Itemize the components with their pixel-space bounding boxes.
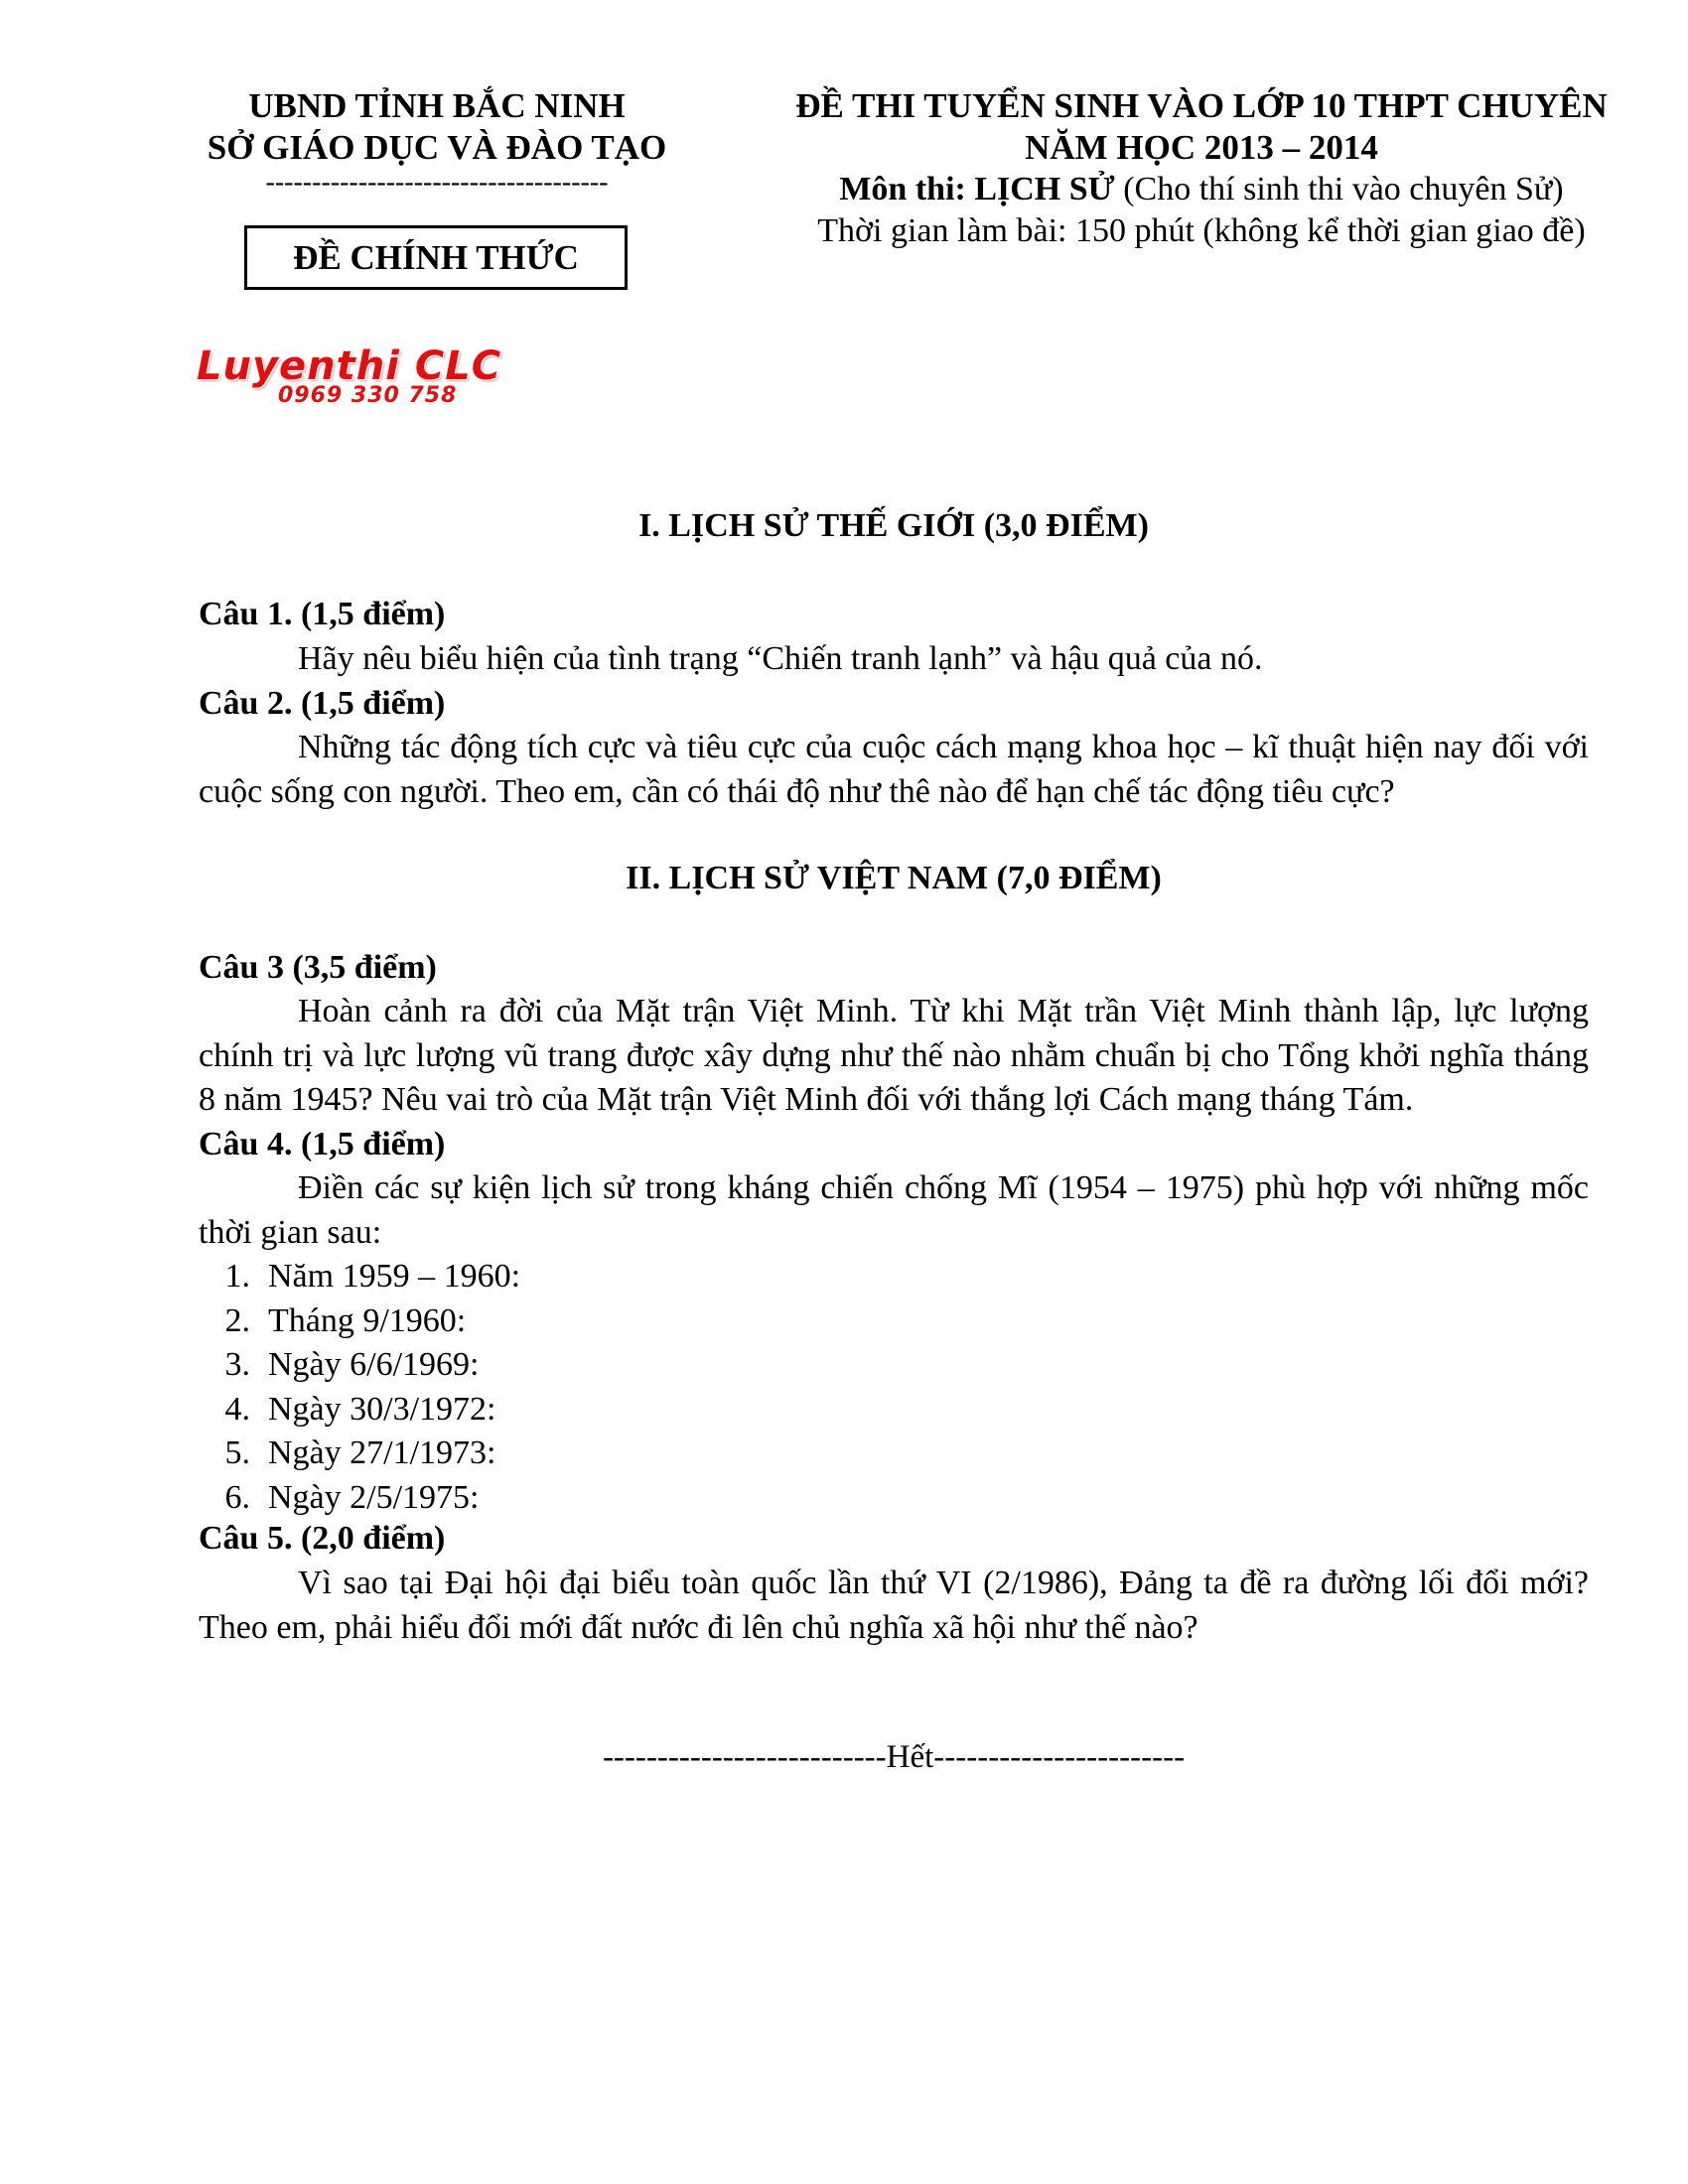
subject-note: (Cho thí sinh thi vào chuyên Sử): [1114, 171, 1564, 207]
brand-logo: [197, 343, 514, 417]
list-item: 3. Ngày 6/6/1969:: [224, 1346, 480, 1383]
logo-name: Luyenthi CLC: [197, 343, 502, 389]
logo-phone: 0969 330 758: [278, 383, 458, 408]
question-5-text: Vì sao tại Đại hội đại biểu toàn quốc lần thứ VI (2/1986), Đảng ta đề ra đường lối đổi mới? Theo em, phải hiểu đổi mới đất nước đi lên chủ nghĩa xã hội như thế nào?: [199, 1565, 1589, 1646]
official-label: ĐỀ CHÍNH THỨC: [293, 237, 579, 277]
exam-title: ĐỀ THI TUYỂN SINH VÀO LỚP 10 THPT CHUYÊN: [795, 86, 1608, 125]
question-3-title: Câu 3 (3,5 điểm): [199, 949, 437, 986]
end-of-exam-mark: --------------------------Hết-----------------------: [602, 1739, 1186, 1775]
list-item: 5. Ngày 27/1/1973:: [224, 1434, 496, 1471]
list-item: 2. Tháng 9/1960:: [224, 1301, 467, 1339]
list-item: 1. Năm 1959 – 1960:: [224, 1258, 521, 1295]
question-2-text: Những tác động tích cực và tiêu cực của cuộc cách mạng khoa học – kĩ thuật hiện nay đối với cuộc sống con người. Theo em, cần có thái độ như thê nào để hạn chế tác động tiêu cực?: [199, 729, 1589, 810]
list-item: 4. Ngày 30/3/1972:: [224, 1390, 496, 1428]
section-world-history-title: I. LỊCH SỬ THẾ GIỚI (3,0 ĐIỂM): [638, 507, 1149, 544]
section-vietnam-history-title: II. LỊCH SỬ VIỆT NAM (7,0 ĐIỂM): [626, 860, 1162, 896]
header-right: [745, 85, 1658, 252]
exam-duration: Thời gian làm bài: 150 phút (không kể thời gian giao đề): [817, 212, 1586, 249]
authority-name: UBND TỈNH BẮC NINH: [248, 86, 626, 125]
question-5-title: Câu 5. (2,0 điểm): [199, 1520, 446, 1557]
list-item: 6. Ngày 2/5/1975:: [224, 1478, 480, 1516]
question-1-title: Câu 1. (1,5 điểm): [199, 596, 446, 632]
header-left: [169, 85, 705, 199]
question-3-text: Hoàn cảnh ra đời của Mặt trận Việt Minh. Từ khi Mặt trần Việt Minh thành lập, lực lượng chính trị và lực lượng vũ trang được xây dựng như thế nào nhằm chuẩn bị cho Tổng khởi nghĩa tháng 8 năm 1945? Nêu vai trò của Mặt trận Việt Minh đối với thắng lợi Cách mạng tháng Tám.: [199, 993, 1589, 1118]
subject-line: [745, 169, 1658, 210]
question-4-title: Câu 4. (1,5 điểm): [199, 1126, 446, 1162]
school-year: NĂM HỌC 2013 – 2014: [1025, 128, 1378, 167]
department-name: SỞ GIÁO DỤC VÀ ĐÀO TẠO: [207, 128, 667, 167]
official-exam-badge: [244, 225, 628, 290]
question-4-timeline-list: [199, 1255, 993, 1520]
question-4-text: Điền các sự kiện lịch sử trong kháng chiến chống Mĩ (1954 – 1975) phù hợp với những mốc thời gian sau:: [199, 1169, 1589, 1251]
question-2-title: Câu 2. (1,5 điểm): [199, 685, 446, 722]
subject-label: Môn thi: LỊCH SỬ: [839, 171, 1115, 207]
question-1-text: Hãy nêu biểu hiện của tình trạng “Chiến tranh lạnh” và hậu quả của nó.: [298, 640, 1263, 677]
header-separator: -------------------------------------: [265, 167, 609, 198]
